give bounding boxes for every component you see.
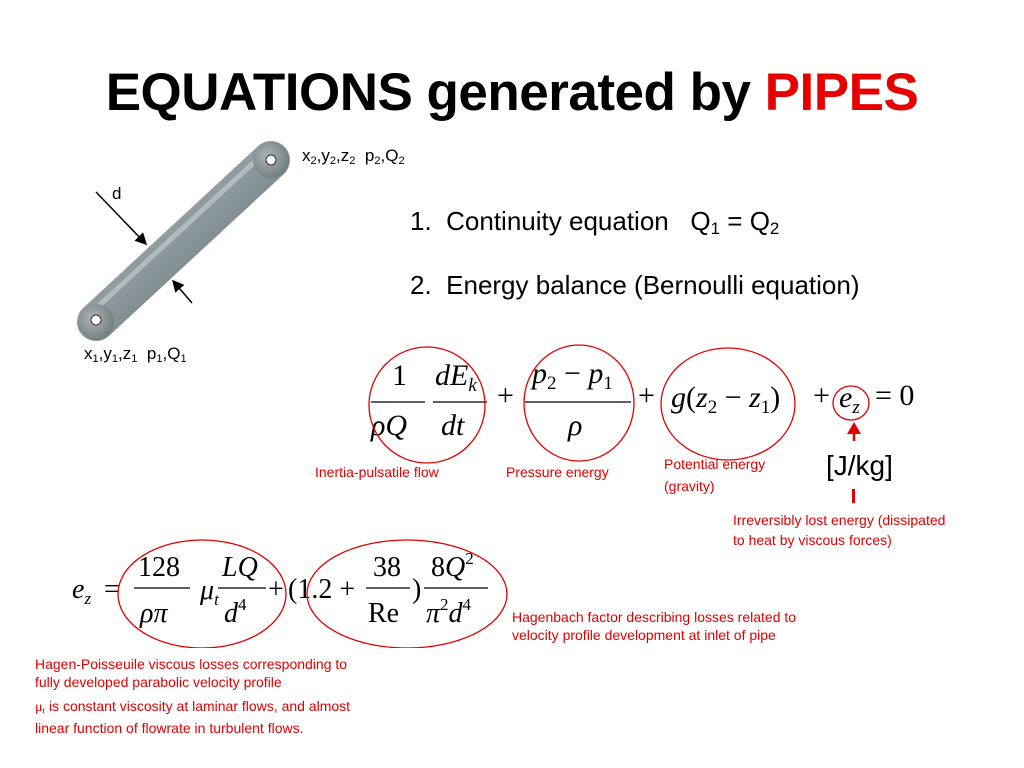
mu-symbol: $\mu_t$ <box>35 700 46 716</box>
svg-text:+: + <box>497 379 514 412</box>
svg-text:μt: $\mu_t$ <box>200 575 219 609</box>
pipe-top-port <box>266 155 276 165</box>
annotation-inertia: Inertia-pulsatile flow <box>315 464 439 480</box>
svg-text:p2 − p1: $p_2 - p_1$ <box>532 357 613 394</box>
mu-text-1: is constant viscosity at laminar flows, and almost <box>48 698 351 714</box>
svg-text:=: = <box>104 574 120 605</box>
hagenbach-line-1: Hagenbach factor describing losses related to <box>512 609 797 625</box>
svg-text:ez: $e_z$ <box>839 381 860 418</box>
svg-text:π2d4: $\pi^2d^4$ <box>426 595 472 629</box>
annotation-mu <box>35 697 350 737</box>
svg-text:38: 38 <box>373 552 401 583</box>
mu-line-1 <box>35 697 350 719</box>
pipe-body <box>96 160 271 322</box>
list-item-energy <box>410 270 860 301</box>
inertia-circle <box>369 347 485 463</box>
list-item-continuity <box>410 206 779 239</box>
pipe-bottom-port <box>91 315 101 325</box>
svg-text:): ) <box>412 574 422 605</box>
pipe-illustration <box>60 140 320 350</box>
loss-equation <box>60 538 520 648</box>
list-number-2: 2. <box>410 270 432 300</box>
svg-text:ρπ: ρπ <box>140 598 168 629</box>
svg-text:128: 128 <box>138 552 180 583</box>
irreversible-line-2: to heat by viscous forces) <box>733 532 892 548</box>
list-number-1: 1. <box>410 206 432 236</box>
page-title <box>0 62 1024 123</box>
unit-label: [J/kg] <box>826 450 893 481</box>
svg-text:= 0: = 0 <box>875 379 915 412</box>
potential-line-1: Potential energy <box>664 456 766 472</box>
annotation-potential <box>664 454 765 496</box>
annotation-pressure: Pressure energy <box>506 464 609 480</box>
irreversible-line-1: Irreversibly lost energy (dissipated <box>733 512 946 528</box>
svg-text:8Q2: $8Q^2$ <box>431 549 474 583</box>
title-highlight: PIPES <box>764 63 919 122</box>
svg-text:Re: Re <box>368 598 400 629</box>
svg-text:+: + <box>638 379 655 412</box>
svg-text:LQ: LQ <box>222 552 258 583</box>
svg-text:dt: dt <box>441 409 465 442</box>
svg-text:d4: $d^4$ <box>224 595 247 629</box>
svg-text:(1.2 +: (1.2 + <box>288 574 356 605</box>
continuity-equation: $Q_1 = Q_2$ <box>690 206 780 239</box>
title-main: EQUATIONS generated by <box>105 63 751 122</box>
mu-line-2: linear function of flowrate in turbulent flows. <box>35 720 304 737</box>
hagenbach-line-2: velocity profile development at inlet of pipe <box>512 627 776 643</box>
unit-tick <box>852 489 855 503</box>
annotation-hagenbach <box>512 608 796 644</box>
svg-text:ez: $e_z$ <box>72 574 92 608</box>
svg-text:dEk: $dE_k$ <box>435 359 477 396</box>
svg-text:g(z2 − z1): $g(z_2 - z_1)$ <box>671 381 781 418</box>
energy-balance-text: Energy balance (Bernoulli equation) <box>446 270 860 300</box>
hagen-line-1: Hagen-Poisseuile viscous losses corresponding to <box>35 656 348 672</box>
term-one: 1 <box>392 359 407 392</box>
potential-line-2: (gravity) <box>664 478 715 494</box>
rho-q: ρQ <box>371 409 408 442</box>
pipe-top-label: $x_2,y_2,z_2$ $p_2,Q_2$ <box>302 146 405 167</box>
svg-text:+: + <box>268 574 284 605</box>
diameter-label: d <box>112 184 122 203</box>
diameter-arrow-bottom <box>174 282 192 303</box>
hagen-line-2: fully developed parabolic velocity profile <box>35 674 282 690</box>
bernoulli-equation <box>355 325 945 465</box>
ez-arrow-head <box>847 422 861 434</box>
continuity-text: Continuity equation <box>446 206 669 236</box>
svg-text:+: + <box>813 379 830 412</box>
pipe-bottom-label: $x_1,y_1,z_1$ $p_1,Q_1$ <box>84 344 187 365</box>
svg-text:ρ: ρ <box>568 409 583 442</box>
annotation-hagen <box>35 655 347 691</box>
annotation-irreversible <box>733 510 945 550</box>
